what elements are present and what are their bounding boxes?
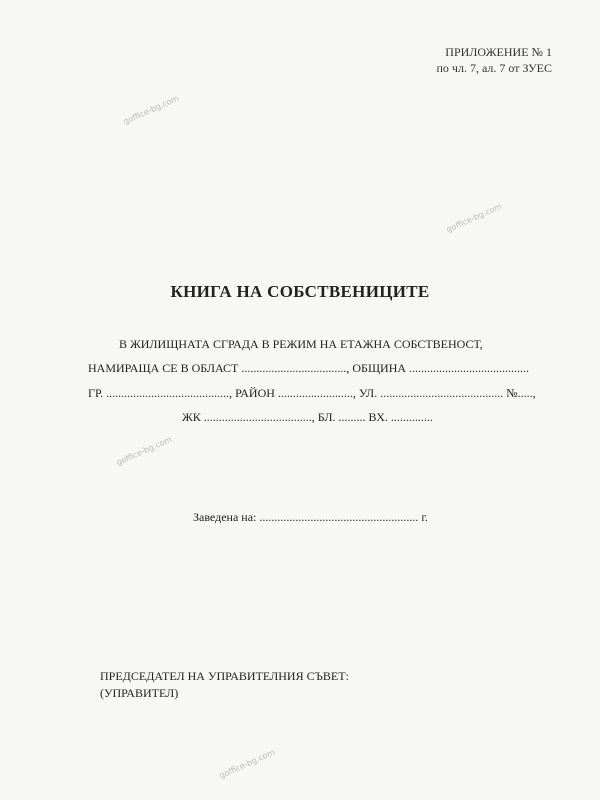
appendix-note: [437, 44, 553, 76]
city-district-street-line: ГР. ........................................., РАЙОН ........................., УЛ. ......................................... №.....,: [88, 386, 536, 400]
region-municipality-line: НАМИРАЩА СЕ В ОБЛАСТ ..................................., ОБЩИНА ........................................: [88, 361, 530, 375]
watermark: goffice-bg.com: [115, 434, 174, 468]
complex-block-entrance-line: ЖК ...................................., БЛ. ......... ВХ. ..............: [182, 410, 433, 424]
building-description-line: В ЖИЛИЩНАТА СГРАДА В РЕЖИМ НА ЕТАЖНА СОБСТВЕНОСТ,: [119, 337, 483, 351]
watermark: goffice-bg.com: [445, 201, 504, 235]
manager-label: (УПРАВИТЕЛ): [100, 686, 179, 700]
appendix-reference: по чл. 7, ал. 7 от ЗУЕС: [436, 61, 552, 75]
chairman-label: ПРЕДСЕДАТЕЛ НА УПРАВИТЕЛНИЯ СЪВЕТ:: [100, 669, 349, 683]
watermark: goffice-bg.com: [122, 93, 181, 127]
signature-block: [100, 668, 349, 702]
established-date-line: Заведена на: ..................................................... г.: [193, 510, 428, 524]
document-title: КНИГА НА СОБСТВЕНИЦИТЕ: [170, 282, 430, 301]
watermark: goffice-bg.com: [218, 747, 277, 781]
appendix-number: ПРИЛОЖЕНИЕ № 1: [445, 45, 552, 59]
